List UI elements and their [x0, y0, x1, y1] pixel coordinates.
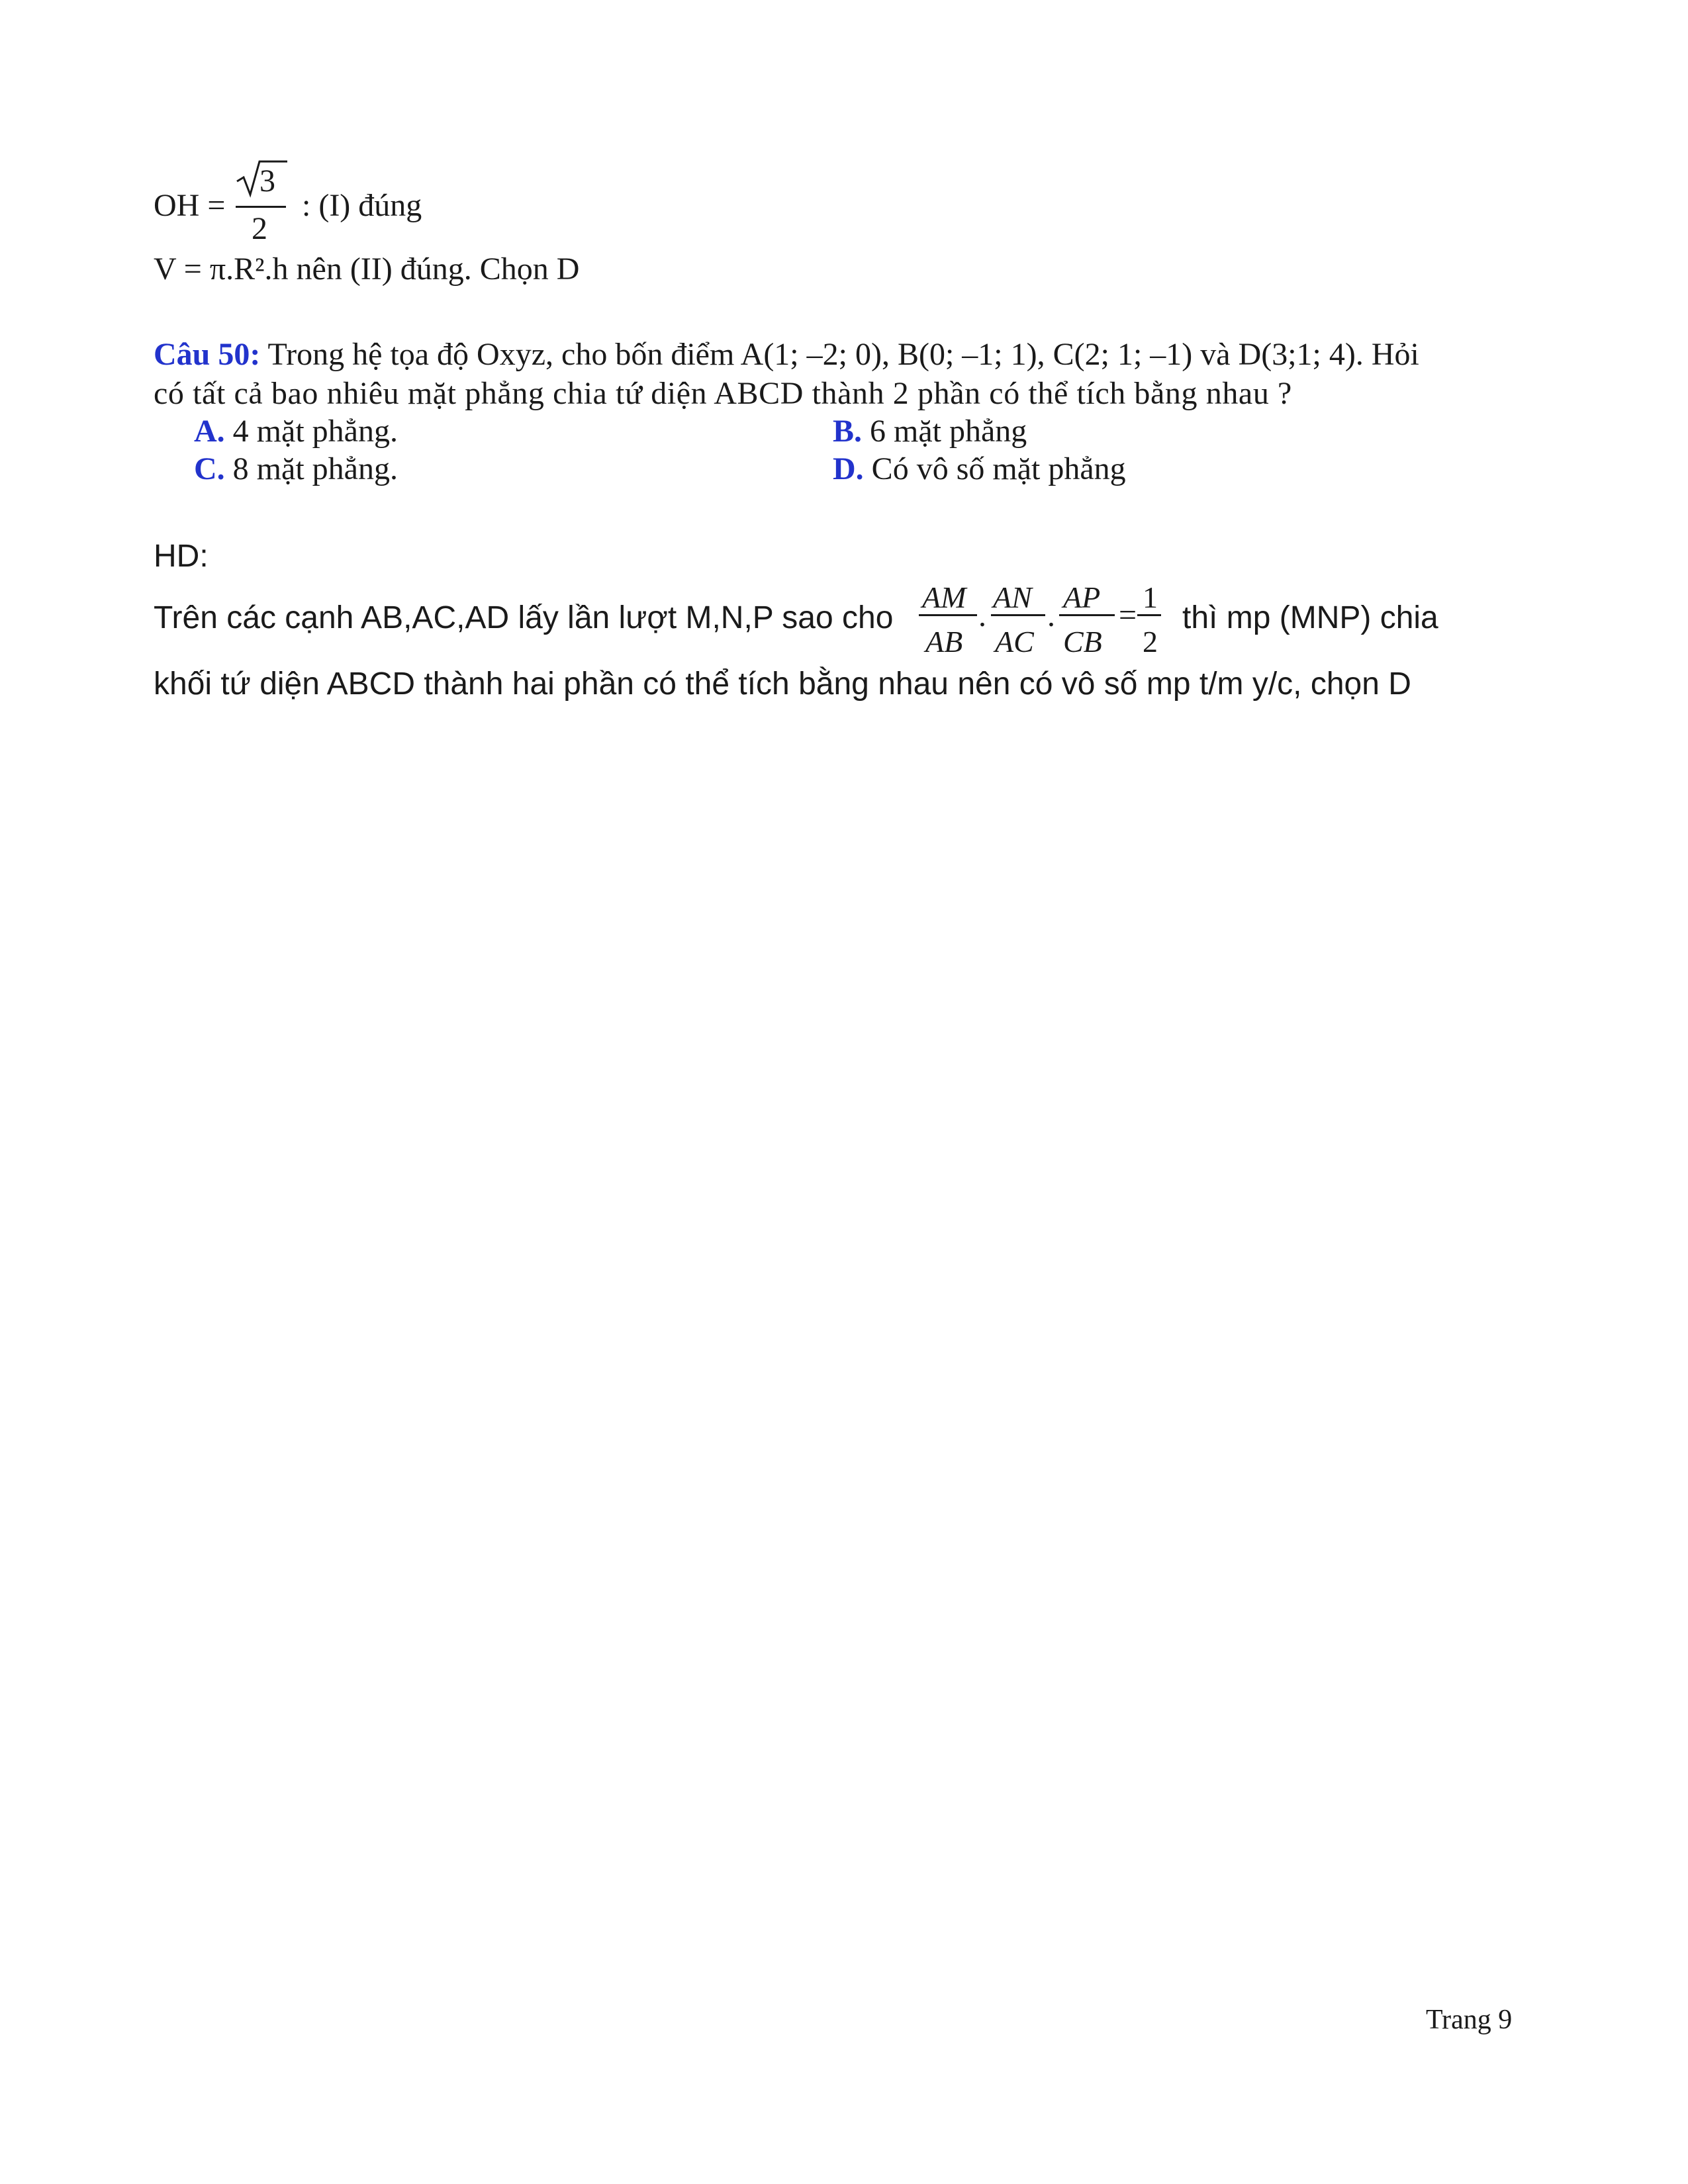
hd-line-1-before: Trên các cạnh AB,AC,AD lấy lần lượt M,N,P sao cho: [154, 600, 894, 635]
volume-line: V = π.R².h nên (II) đúng. Chọn D: [154, 251, 580, 287]
hd-label: HD:: [154, 539, 209, 574]
option-c-text: 8 mặt phẳng.: [232, 451, 398, 486]
hd-line-1-after: thì mp (MNP) chia: [1182, 600, 1438, 635]
frac1-numerator: AM: [922, 580, 966, 614]
frac4-denominator: 2: [1143, 625, 1158, 659]
frac4-bar: [1137, 614, 1161, 616]
frac4-numerator: 1: [1143, 580, 1158, 614]
question-line-2: có tất cả bao nhiêu mặt phẳng chia tứ diện ABCD thành 2 phần có thể tích bằng nhau ?: [154, 376, 1292, 411]
frac3-denominator: CB: [1063, 625, 1102, 659]
option-d: [833, 453, 1126, 485]
oh-numerator: 3: [259, 163, 275, 199]
option-b: [833, 416, 1027, 447]
option-b-text: 6 mặt phẳng: [870, 414, 1027, 449]
frac1-bar: [919, 614, 977, 616]
option-d-letter: D.: [833, 451, 864, 486]
page-number: Trang 9: [1426, 2005, 1513, 2035]
frac2-bar: [991, 614, 1045, 616]
frac3-bar: [1059, 614, 1115, 616]
oh-denominator: 2: [252, 211, 267, 246]
option-a-letter: A.: [194, 414, 225, 449]
oh-rhs: : (I) đúng: [302, 188, 422, 223]
frac3-numerator: AP: [1063, 580, 1101, 614]
frac2-denominator: AC: [995, 625, 1034, 659]
frac2-numerator: AN: [993, 580, 1032, 614]
question-line-1: [154, 339, 1419, 371]
option-a: [194, 416, 398, 447]
hd-line-2: khối tứ diện ABCD thành hai phần có thể tích bằng nhau nên có vô số mp t/m y/c, chọn D: [154, 666, 1411, 702]
option-c-letter: C.: [194, 451, 225, 486]
question-label: Câu 50:: [154, 337, 261, 372]
frac1-denominator: AB: [925, 625, 963, 659]
dot-1: .: [978, 598, 986, 633]
option-c: [194, 453, 398, 485]
option-d-text: Có vô số mặt phẳng: [871, 451, 1126, 486]
option-a-text: 4 mặt phẳng.: [232, 414, 398, 449]
option-b-letter: B.: [833, 414, 863, 449]
question-text-1: Trong hệ tọa độ Oxyz, cho bốn điểm A(1; –2; 0), B(0; –1; 1), C(2; 1; –1) và D(3;1; 4). Hỏi: [267, 337, 1419, 372]
equals-sign: =: [1119, 598, 1137, 633]
dot-2: .: [1047, 598, 1055, 633]
oh-fraction-bar: [236, 206, 286, 208]
oh-lhs: OH =: [154, 188, 226, 223]
